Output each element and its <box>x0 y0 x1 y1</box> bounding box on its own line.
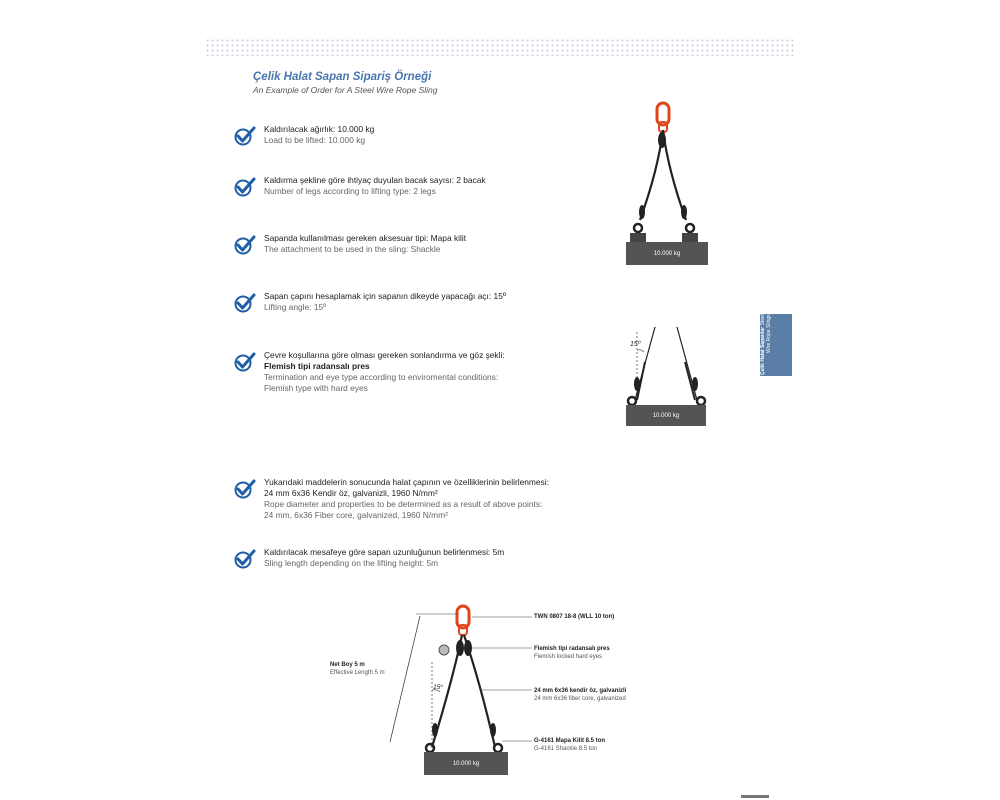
dotted-header-band <box>205 38 795 56</box>
load-block: 10.000 kg <box>424 752 508 775</box>
page-title: Çelik Halat Sapan Sipariş Örneği <box>253 71 432 83</box>
length-label-tr: Net Boy 5 m <box>330 662 365 668</box>
checkmark-icon <box>234 126 256 146</box>
item-text-tr-detail: 24 mm 6x36 Kendir öz, galvanizli, 1960 N/mm² <box>264 488 438 498</box>
sling-diagram <box>380 602 540 777</box>
item-text-tr: Sapanda kullanılması gereken aksesuar tipi: Mapa kilit <box>264 233 467 243</box>
item-text-tr: Kaldırılacak mesafeye göre sapan uzunluğunun belirlenmesi: 5m <box>264 547 505 557</box>
callout-shackle <box>534 737 605 753</box>
side-tab-label-en: Steel Wire Rope Slings <box>760 314 772 353</box>
checkmark-icon <box>234 177 256 197</box>
callout-en: G-4161 Shackle 8.5 ton <box>534 746 598 752</box>
shackle-icon <box>494 744 502 752</box>
shackle-icon <box>697 397 705 405</box>
callout-tr: G-4161 Mapa Kilit 8.5 ton <box>534 738 606 744</box>
item-text-tr: Kaldırma şekline göre ihtiyaç duyulan bacak sayısı: 2 bacak <box>264 175 486 185</box>
hook-icon <box>439 645 449 655</box>
ferrule-left <box>432 723 438 737</box>
shackle-icon <box>634 224 642 232</box>
checkmark-icon <box>234 293 256 313</box>
item-text-en: Load to be lifted: 10.000 kg <box>264 135 366 145</box>
callout-en: Flemish locked hard eyes <box>534 654 603 660</box>
item-text-tr: Kaldırılacak ağırlık: 10.000 kg <box>264 124 375 134</box>
callout-master-link <box>534 613 614 621</box>
angle-label: 15º <box>630 341 641 348</box>
length-label <box>330 661 385 677</box>
callout-tr: TWN 0807 18-8 (WLL 10 ton) <box>534 614 615 620</box>
item-text-en: Termination and eye type according to enviromental conditions: <box>264 372 499 382</box>
item-text-tr: Sapan çapını hesaplamak için sapanın dikeyde yapacağı açı: 15º <box>264 291 506 301</box>
callout-en: 24 mm 6x36 fiber core, galvanized <box>534 696 626 702</box>
item-text-en: Sling length depending on the lifting height: 5m <box>264 558 439 568</box>
checkmark-icon <box>234 549 256 569</box>
callout-rope <box>534 687 626 703</box>
checkmark-icon <box>234 352 256 372</box>
side-tab-label-tr: Çelik Halat Sapanlar <box>760 326 766 375</box>
callout-tr: 24 mm 6x36 kendir öz, galvanizli <box>534 688 627 694</box>
load-block: 10.000 kg <box>626 405 706 426</box>
section-side-tab[interactable] <box>760 314 792 376</box>
length-label-en: Effective Length 5 m <box>330 670 385 676</box>
page-indicator <box>741 795 769 798</box>
ferrule-right <box>490 723 496 737</box>
item-text-en: Rope diameter and properties to be determined as a result of above points: <box>264 499 543 509</box>
shackle-icon <box>686 224 694 232</box>
callout-tr: Flemish tipi radansalı pres <box>534 646 610 652</box>
ferrule-left <box>639 205 645 219</box>
checkmark-icon <box>234 235 256 255</box>
item-text-en: Number of legs according to lifting type: 2 legs <box>264 186 436 196</box>
item-text-tr: Çevre koşullarına göre olması gereken sonlandırma ve göz şekli: <box>264 350 505 360</box>
callout-eye <box>534 645 610 661</box>
shackle-icon <box>628 397 636 405</box>
sling-figure-2 <box>615 322 720 412</box>
master-link-icon <box>657 103 669 132</box>
item-text-en-detail: Flemish type with hard eyes <box>264 383 368 393</box>
item-text-en: The attachment to be used in the sling: Shackle <box>264 244 441 254</box>
item-text-en-detail: 24 mm, 6x36 Fiber core, galvanized, 1960 N/mm² <box>264 510 448 520</box>
load-block: 10.000 kg <box>626 242 708 265</box>
page-subtitle: An Example of Order for A Steel Wire Rope Sling <box>253 85 438 95</box>
item-text-tr: Yukarıdaki maddelerin sonucunda halat çapının ve özelliklerinin belirlenmesi: <box>264 477 549 487</box>
checkmark-icon <box>234 479 256 499</box>
length-dimension-line <box>390 616 420 742</box>
item-text-en: Lifting angle: 15º <box>264 302 327 312</box>
item-text-tr-detail: Flemish tipi radansalı pres <box>264 361 370 371</box>
shackle-icon <box>426 744 434 752</box>
master-link-icon <box>457 606 469 635</box>
diagram-angle-label: 15º <box>433 684 443 691</box>
ferrule-right <box>681 205 687 219</box>
